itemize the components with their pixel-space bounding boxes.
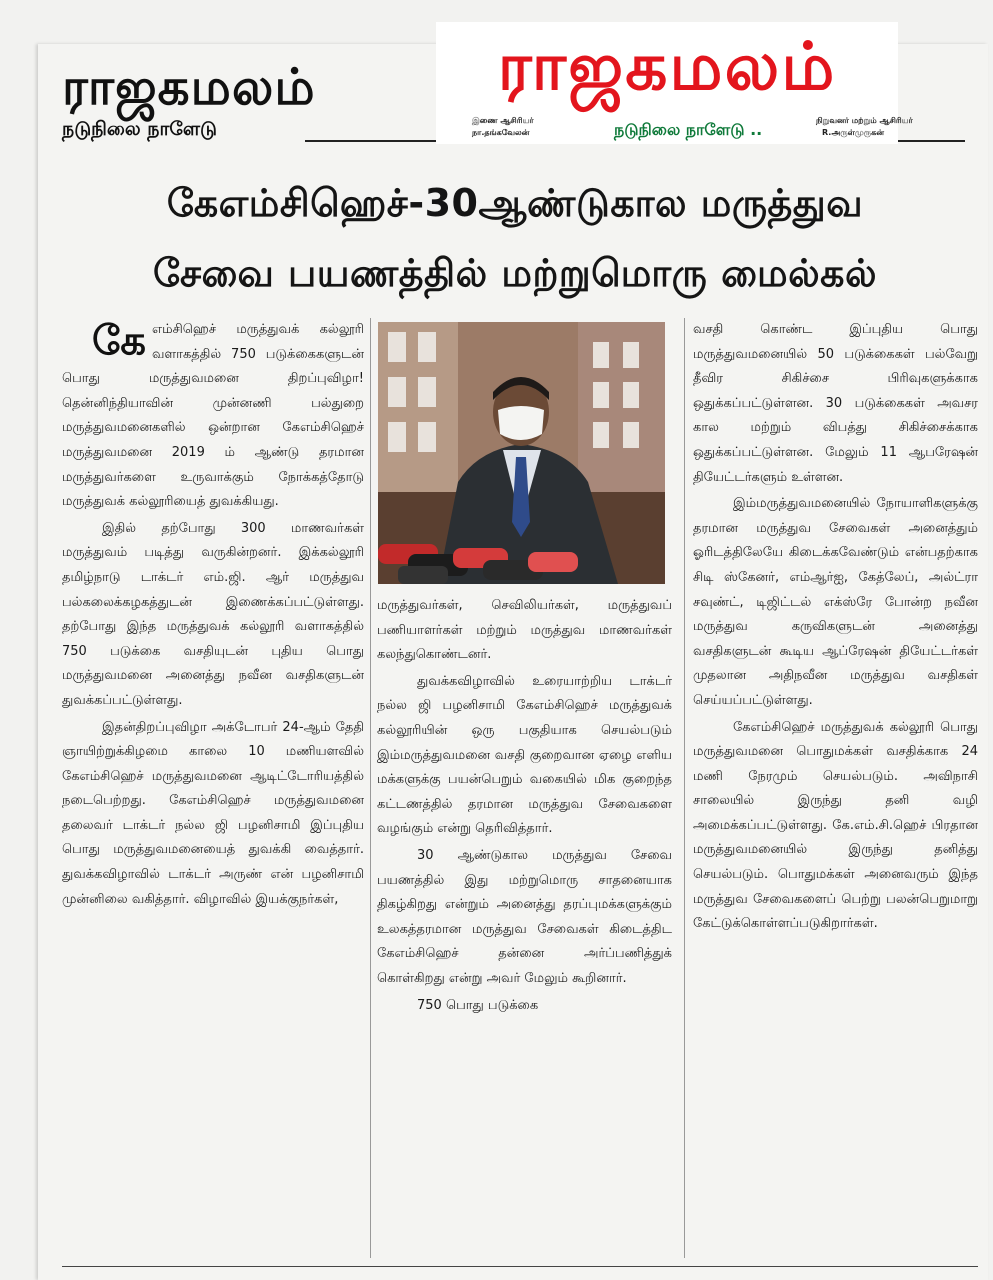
masthead-tagline: நடுநிலை நாளேடு .. (614, 120, 763, 139)
paragraph (62, 318, 364, 515)
founder-role: நிறுவனர் மற்றும் ஆசிரியர் (816, 116, 913, 125)
press-photo-image (378, 322, 665, 584)
headline-line-1: கேஎம்சிஹெச்-30ஆண்டுகால மருத்துவ (166, 181, 864, 225)
article-column-2 (377, 594, 672, 1020)
paragraph: இதன்திறப்புவிழா அக்டோபர் 24-ஆம் தேதி ஞாயிற்றுக்கிழமை காலை 10 மணியளவில் கேஎம்சிஹெச் மருத்துவமனை ஆடிட்டோரியத்தில் நடைபெற்றது. கேஎம்சிஹெச் மருத்துவமனை தலைவர் டாக்டர் நல்ல ஜி பழனிசாமி இப்புதிய பொது மருத்துவமனையைத் துவக்கி வைத்தார். துவக்கவிழாவில் டாக்டர் அருண் என் பழனிசாமி முன்னிலை வகித்தார். விழாவில் இயக்குநர்கள், (62, 719, 364, 907)
bottom-rule (62, 1266, 978, 1267)
paragraph: 30 ஆண்டுகால மருத்துவ சேவை பயணத்தில் இது மற்றுமொரு சாதனையாக திகழ்கிறது என்றும் அனைத்து தரப்புமக்களுக்கும் உலகத்தரமான மருத்துவ சேவைகள் கிடைத்திட கேஎம்சிஹெச் தன்னை அர்ப்பணித்துக் கொள்கிறது என்று அவர் மேலும் கூறினார். (377, 847, 672, 986)
column-divider (370, 318, 371, 1258)
paragraph: 750 பொது படுக்கை (417, 997, 539, 1013)
paragraph: வசதி கொண்ட இப்புதிய பொது மருத்துவமனையில் 50 படுக்கைகள் பல்வேறு தீவிர சிகிச்சை பிரிவுகளுக்காக ஒதுக்கப்பட்டுள்ளன. 30 படுக்கைகள் அவசர கால மற்றும் விபத்து சிகிச்சைக்காக ஒதுக்கப்பட்டுள்ளன. மேலும் 11 ஆபரேஷன் தியேட்டர்களும் உள்ளன. (693, 322, 978, 485)
article-column-1 (62, 318, 364, 914)
drop-cap: கே (92, 318, 146, 364)
column-divider (684, 318, 685, 1258)
headline-line-2: சேவை பயணத்தில் மற்றுமொரு மைல்கல் (152, 251, 878, 295)
masthead-logo (436, 22, 913, 144)
press-photo (378, 322, 665, 584)
paragraph: கேஎம்சிஹெச் மருத்துவக் கல்லூரி பொது மருத்துவமனை பொதுமக்கள் வசதிக்காக 24 மணி நேரமும் செயல்படும். அவிநாசி சாலையில் இருந்து தனி வழி அமைக்கப்பட்டுள்ளது. கே.எம்.சி.ஹெச் பிரதான மருத்துவமனையில் இருந்து தனித்து செயல்படும். பொதுமக்கள் அனைவரும் இந்த மருத்துவ சேவைகளைப் பெற்று பலன்பெறுமாறு கேட்டுக்கொள்ளப்படுகிறார்கள். (693, 719, 978, 932)
paragraph-text: எம்சிஹெச் மருத்துவக் கல்லூரி வளாகத்தில் 750 படுக்கைகளுடன் பொது மருத்துவமனை திறப்புவிழா! தென்னிந்தியாவின் முன்னணி பல்துறை மருத்துவமனைகளில் ஒன்றான கேஎம்சிஹெச் மருத்துவமனை 2019 ம் ஆண்டு தரமான மருத்துவர்களை உருவாக்கும் நோக்கத்தோடு மருத்துவக் கல்லூரியைத் துவக்கியது. (62, 322, 364, 510)
masthead-left (62, 58, 382, 158)
article-column-3 (693, 318, 978, 939)
paragraph: மருத்துவர்கள், செவிலியர்கள், மருத்துவப் பணியாளர்கள் மற்றும் மருத்துவ மாணவர்கள் கலந்துகொண்டனர். (377, 598, 672, 663)
masthead-left-subtitle: நடுநிலை நாளேடு (62, 118, 217, 140)
paragraph: துவக்கவிழாவில் உரையாற்றிய டாக்டர் நல்ல ஜி பழனிசாமி கேஎம்சிஹெச் மருத்துவக் கல்லூரியின் ஒரு பகுதியாக செயல்படும் இம்மருத்துவமனை வசதி குறைவான ஏழை எளிய மக்களுக்கு பயன்பெறும் வகையில் மிக குறைந்த கட்டணத்தில் தரமான மருத்துவ சேவைகளை வழங்கும் என்று தெரிவித்தார். (377, 673, 672, 837)
masthead-logo-title: ராஜகமலம் (497, 27, 837, 105)
co-editor-name: நா.தங்கவேலன் (472, 128, 530, 137)
founder-name: R.அருள்முருகன் (822, 128, 885, 137)
paragraph: இம்மருத்துவமனையில் நோயாளிகளுக்கு தரமான மருத்துவ சேவைகள் அனைத்தும் ஓரிடத்திலேயே கிடைக்கவேண்டும் என்பதற்காக சிடி ஸ்கேனர், எம்ஆர்ஐ, கேத்லேப், அல்ட்ரா சவுண்ட், டிஜிட்டல் எக்ஸ்ரே போன்ற நவீன மருத்துவ கருவிகளுடன் அனைத்து வசதிகளுடன் கூடிய ஆப்ரேஷன் தியேட்டர்கள் முதலான அதிநவீன மருத்துவ வசதிகள் செய்யப்பட்டுள்ளது. (693, 496, 978, 708)
headline (50, 168, 980, 308)
paragraph: இதில் தற்போது 300 மாணவர்கள் மருத்துவம் படித்து வருகின்றனர். இக்கல்லூரி தமிழ்நாடு டாக்டர் எம்.ஜி. ஆர் மருத்துவ பல்கலைக்கழகத்துடன் இணைக்கப்பட்டுள்ளது. தற்போது இந்த மருத்துவக் கல்லூரி வளாகத்தில் 750 படுக்கை வசதியுடன் புதிய பொது மருத்துவமனை அனைத்து நவீன வசதிகளுடன் துவக்கப்பட்டுள்ளது. (62, 520, 364, 708)
masthead-left-title: ராஜகமலம் (62, 57, 316, 116)
co-editor-role: இணை ஆசிரியர் (472, 116, 534, 125)
